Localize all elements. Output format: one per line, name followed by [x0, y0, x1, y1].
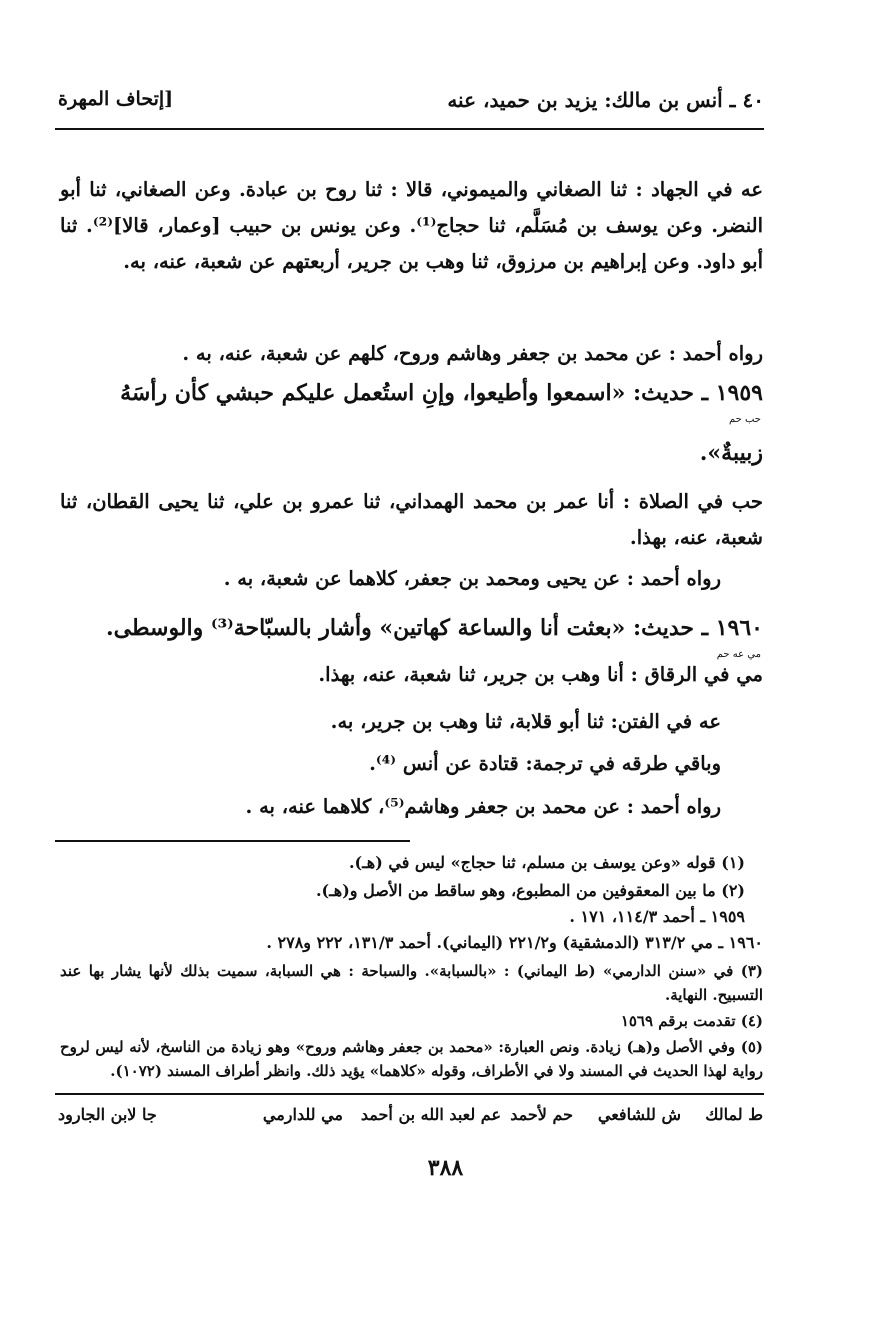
hadith-1960-siglum: مي عه حم	[716, 649, 761, 660]
key-item: ط لمالك	[705, 1105, 763, 1124]
footnote-2: (٢) ما بين المعقوفين من المطبوع، وهو ساقط من الأصل و(هـ).	[315, 881, 745, 900]
footnote-3: (٣) في «سنن الدارمي» (ط اليماني) : «بالسبابة». والسباحة : هي السبابة، سميت بذلك لأنها يشار بها عند التسبيح. النهاية.	[60, 962, 763, 1004]
paragraph-7: وباقي طرقه في ترجمة: قتادة عن أنس ⁽⁴⁾.	[369, 752, 721, 775]
paragraph-5: مي في الرقاق : أنا وهب بن جرير، ثنا شعبة، عنه، بهذا.	[318, 663, 763, 686]
paragraph-2: رواه أحمد : عن محمد بن جعفر وهاشم وروح، كلهم عن شعبة، عنه، به .	[182, 342, 763, 365]
footnote-rule	[55, 840, 410, 842]
footnote-1: (١) قوله «وعن يوسف بن مسلم، ثنا حجاج» ليس في (هـ).	[348, 853, 745, 872]
paragraph-6: عه في الفتن: ثنا أبو قلابة، ثنا وهب بن جرير، به.	[330, 710, 721, 733]
hadith-1959-text: ١٩٥٩ ـ حديث: «اسمعوا وأطيعوا، وإنِ استُعمل عليكم حبشي كأن رأسَهُ	[120, 380, 763, 406]
hadith-1959-siglum: حب حم	[728, 414, 761, 425]
key-item: عم لعبد الله بن أحمد	[360, 1105, 501, 1124]
footnote-1960: ١٩٦٠ ـ مي ٣١٣/٢ (الدمشقية) و٢٢١/٢ (اليماني). أحمد ١٣١/٣، ٢٢٢ و٢٧٨ .	[266, 933, 763, 952]
header-title: ٤٠ ـ أنس بن مالك: يزيد بن حميد، عنه	[447, 88, 764, 112]
key-item: مي للدارمي	[262, 1105, 343, 1124]
footnote-5: (٥) وفي الأصل و(هـ) زيادة. ونص العبارة: «محمد بن جعفر وهاشم وروح» وهو زيادة من الناسخ، لأنه ليس لروح رواية لهذا الحديث في المسند ولا في الأطراف، وقوله «كلاهما» يؤيد ذلك. وانظر أطراف المسند (١٠٧٢).	[60, 1038, 763, 1080]
paragraph-1: عه في الجهاد : ثنا الصغاني والميموني، قالا : ثنا روح بن عبادة. وعن الصغاني، ثنا أبو النضر. وعن يوسف بن مُسَلَّم، ثنا حجاج⁽¹⁾. وعن يونس بن حبيب [وعمار، قالا]⁽²⁾. ثنا أبو داود. وعن إبراهيم بن مرزوق، ثنا وهب بن جرير، أربعتهم عن شعبة، عنه، به.	[60, 178, 763, 273]
paragraph-3: حب في الصلاة : أنا عمر بن محمد الهمداني، ثنا عمرو بن علي، ثنا يحيى القطان، ثنا شعبة، عنه، بهذا.	[60, 490, 763, 549]
hadith-1960-text: ١٩٦٠ ـ حديث: «بعثت أنا والساعة كهاتين» وأشار بالسبّاحة⁽³⁾ والوسطى.	[106, 615, 763, 641]
footnote-1959: ١٩٥٩ ـ أحمد ١١٤/٣، ١٧١ .	[569, 907, 745, 926]
book-title: [إتحاف المهرة	[58, 88, 174, 110]
footnote-4: (٤) تقدمت برقم ١٥٦٩	[620, 1012, 763, 1030]
key-item: ش للشافعي	[597, 1105, 681, 1124]
key-item: حم لأحمد	[510, 1105, 573, 1124]
paragraph-8: رواه أحمد : عن محمد بن جعفر وهاشم⁽⁵⁾، كلاهما عنه، به .	[245, 795, 721, 818]
paragraph-4: رواه أحمد : عن يحيى ومحمد بن جعفر، كلاهما عن شعبة، به .	[223, 567, 721, 590]
key-item: جا لابن الجارود	[58, 1105, 157, 1124]
header-rule	[55, 128, 764, 130]
page-number: ٣٨٨	[427, 1155, 464, 1181]
hadith-1959-text-end: زبيبةٌ».	[699, 440, 763, 466]
key-rule	[55, 1093, 764, 1095]
